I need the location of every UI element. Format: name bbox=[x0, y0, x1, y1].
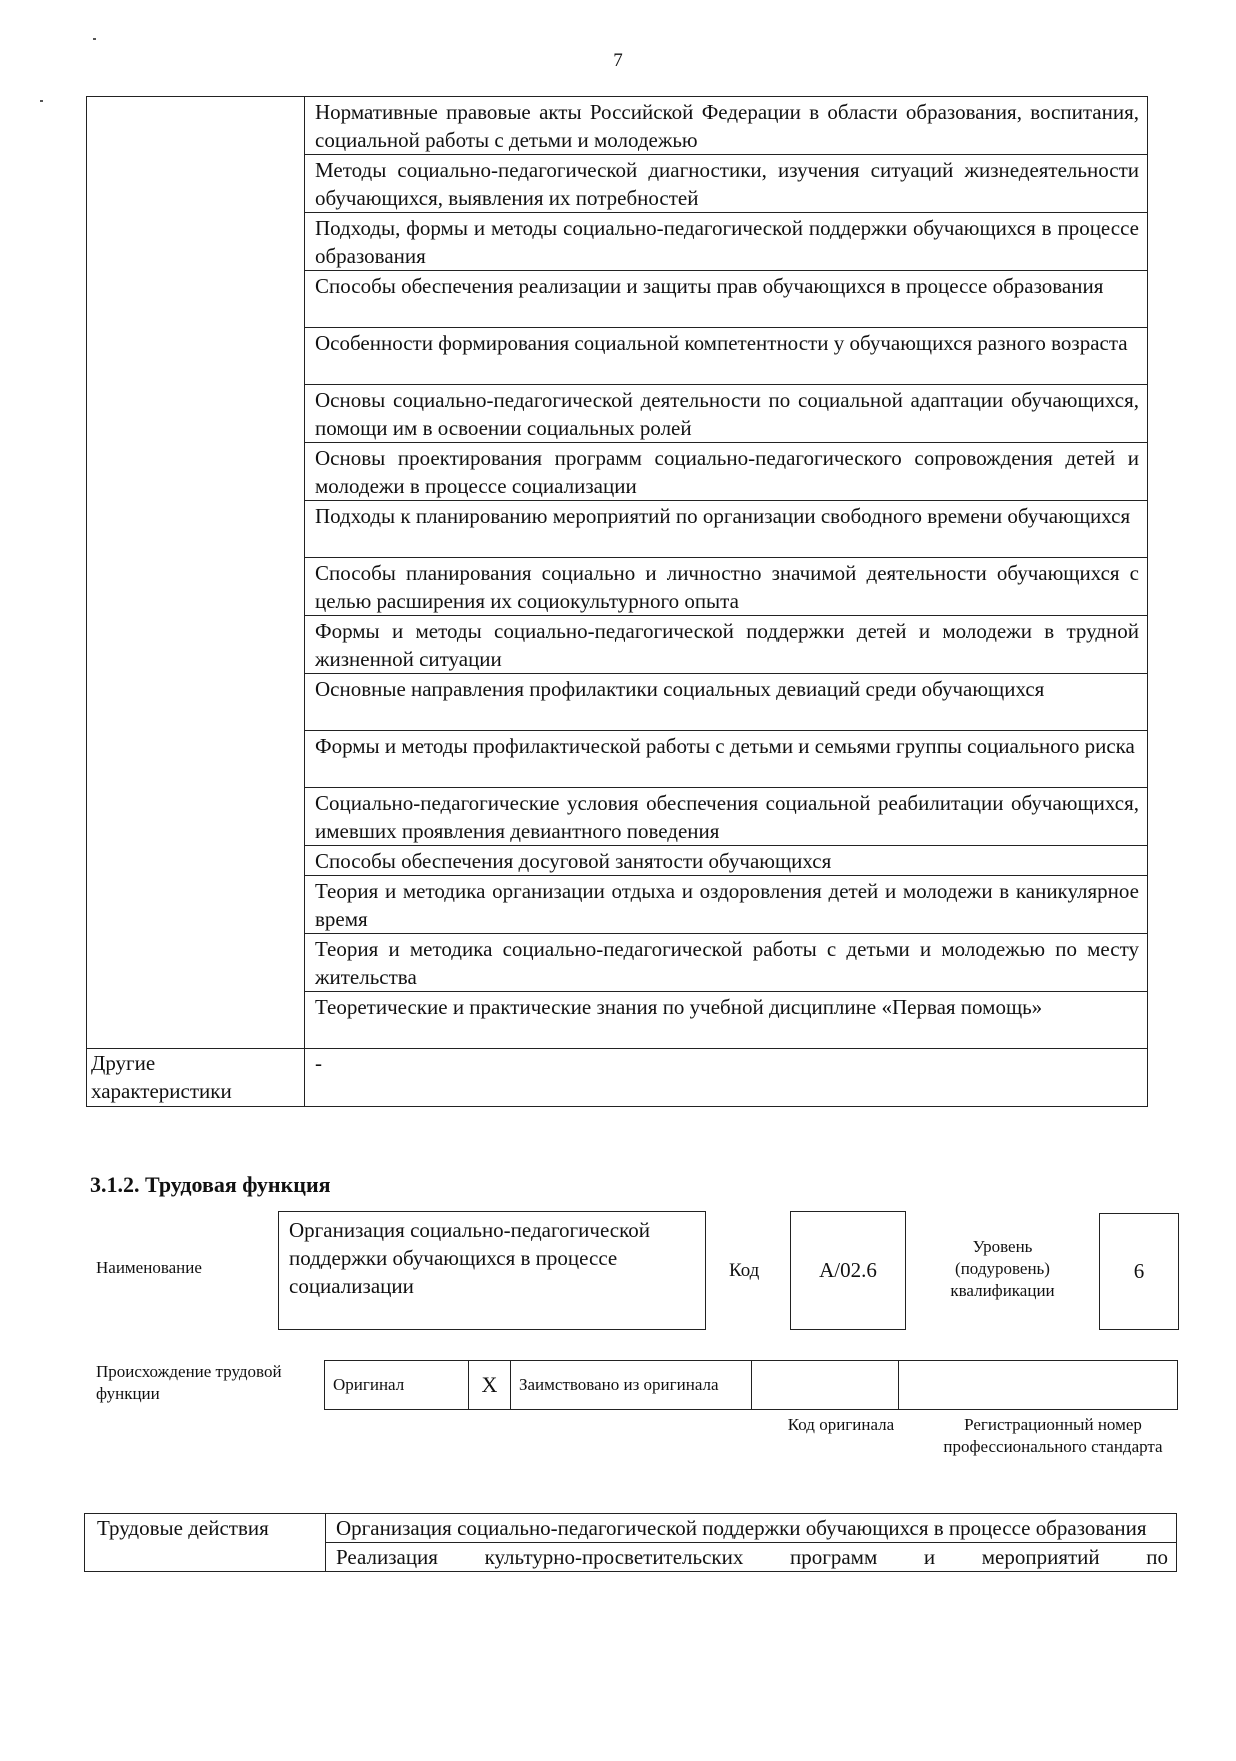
knowledge-item: Нормативные правовые акты Российской Федерации в области образования, воспитания, социальной работы с детьми и молодежью bbox=[305, 97, 1148, 155]
original-label: Оригинал bbox=[325, 1361, 469, 1410]
labor-action-item: Реализация культурно-просветительских программ и мероприятий по bbox=[326, 1543, 1177, 1572]
other-characteristics-value: - bbox=[305, 1049, 1148, 1107]
other-characteristics-label: Другие характеристики bbox=[87, 1049, 305, 1107]
original-code-cell bbox=[752, 1361, 899, 1410]
knowledge-item: Подходы к планированию мероприятий по организации свободного времени обучающихся bbox=[305, 501, 1148, 558]
regnum-caption: Регистрационный номер профессионального стандарта bbox=[943, 1415, 1163, 1456]
page-number: 7 bbox=[613, 50, 623, 71]
labor-actions-label: Трудовые действия bbox=[85, 1514, 326, 1572]
section-heading: 3.1.2. Трудовая функция bbox=[90, 1172, 331, 1197]
origin-table bbox=[324, 1360, 1178, 1410]
knowledge-item: Подходы, формы и методы социально-педагогической поддержки обучающихся в процессе образования bbox=[305, 213, 1148, 271]
scan-speck bbox=[40, 100, 43, 102]
level-value-box: 6 bbox=[1099, 1213, 1179, 1330]
knowledge-label-cell bbox=[87, 97, 305, 1049]
knowledge-item: Формы и методы социально-педагогической поддержки детей и молодежи в трудной жизненной ситуации bbox=[305, 616, 1148, 674]
knowledge-item: Способы обеспечения реализации и защиты прав обучающихся в процессе образования bbox=[305, 271, 1148, 328]
knowledge-item: Основы проектирования программ социально-педагогического сопровождения детей и молодежи в процессе социализации bbox=[305, 443, 1148, 501]
knowledge-item: Основные направления профилактики социальных девиаций среди обучающихся bbox=[305, 674, 1148, 731]
labor-actions-table bbox=[84, 1513, 1177, 1572]
knowledge-item: Особенности формирования социальной компетентности у обучающихся разного возраста bbox=[305, 328, 1148, 385]
knowledge-item: Методы социально-педагогической диагностики, изучения ситуаций жизнедеятельности обучающихся, выявления их потребностей bbox=[305, 155, 1148, 213]
knowledge-item: Основы социально-педагогической деятельности по социальной адаптации обучающихся, помощи им в освоении социальных ролей bbox=[305, 385, 1148, 443]
required-knowledge-table bbox=[86, 96, 1148, 1107]
code-label: Код bbox=[729, 1260, 760, 1281]
knowledge-item: Теория и методика социально-педагогической работы с детьми и молодежью по месту жительства bbox=[305, 934, 1148, 992]
level-label: Уровень (подуровень) квалификации bbox=[950, 1237, 1055, 1300]
knowledge-item: Теория и методика организации отдыха и оздоровления детей и молодежи в каникулярное время bbox=[305, 876, 1148, 934]
scan-speck bbox=[93, 38, 96, 40]
regnum-cell bbox=[899, 1361, 1178, 1410]
knowledge-item: Теоретические и практические знания по учебной дисциплине «Первая помощь» bbox=[305, 992, 1148, 1049]
knowledge-item: Формы и методы профилактической работы с детьми и семьями группы социального риска bbox=[305, 731, 1148, 788]
knowledge-item: Способы планирования социально и личностно значимой деятельности обучающихся с целью расширения их социокультурного опыта bbox=[305, 558, 1148, 616]
borrowed-label: Заимствовано из оригинала bbox=[511, 1361, 752, 1410]
labor-action-item: Организация социально-педагогической поддержки обучающихся в процессе образования bbox=[326, 1514, 1177, 1543]
knowledge-item: Способы обеспечения досуговой занятости обучающихся bbox=[305, 846, 1148, 876]
function-code-box: А/02.6 bbox=[790, 1211, 906, 1330]
name-label: Наименование bbox=[96, 1258, 202, 1277]
function-name-box: Организация социально-педагогической поддержки обучающихся в процессе социализации bbox=[278, 1211, 706, 1330]
original-mark: Х bbox=[469, 1361, 511, 1410]
origin-label: Происхождение трудовой функции bbox=[96, 1362, 282, 1403]
knowledge-item: Социально-педагогические условия обеспечения социальной реабилитации обучающихся, имевших проявления девиантного поведения bbox=[305, 788, 1148, 846]
code-caption: Код оригинала bbox=[787, 1415, 895, 1434]
